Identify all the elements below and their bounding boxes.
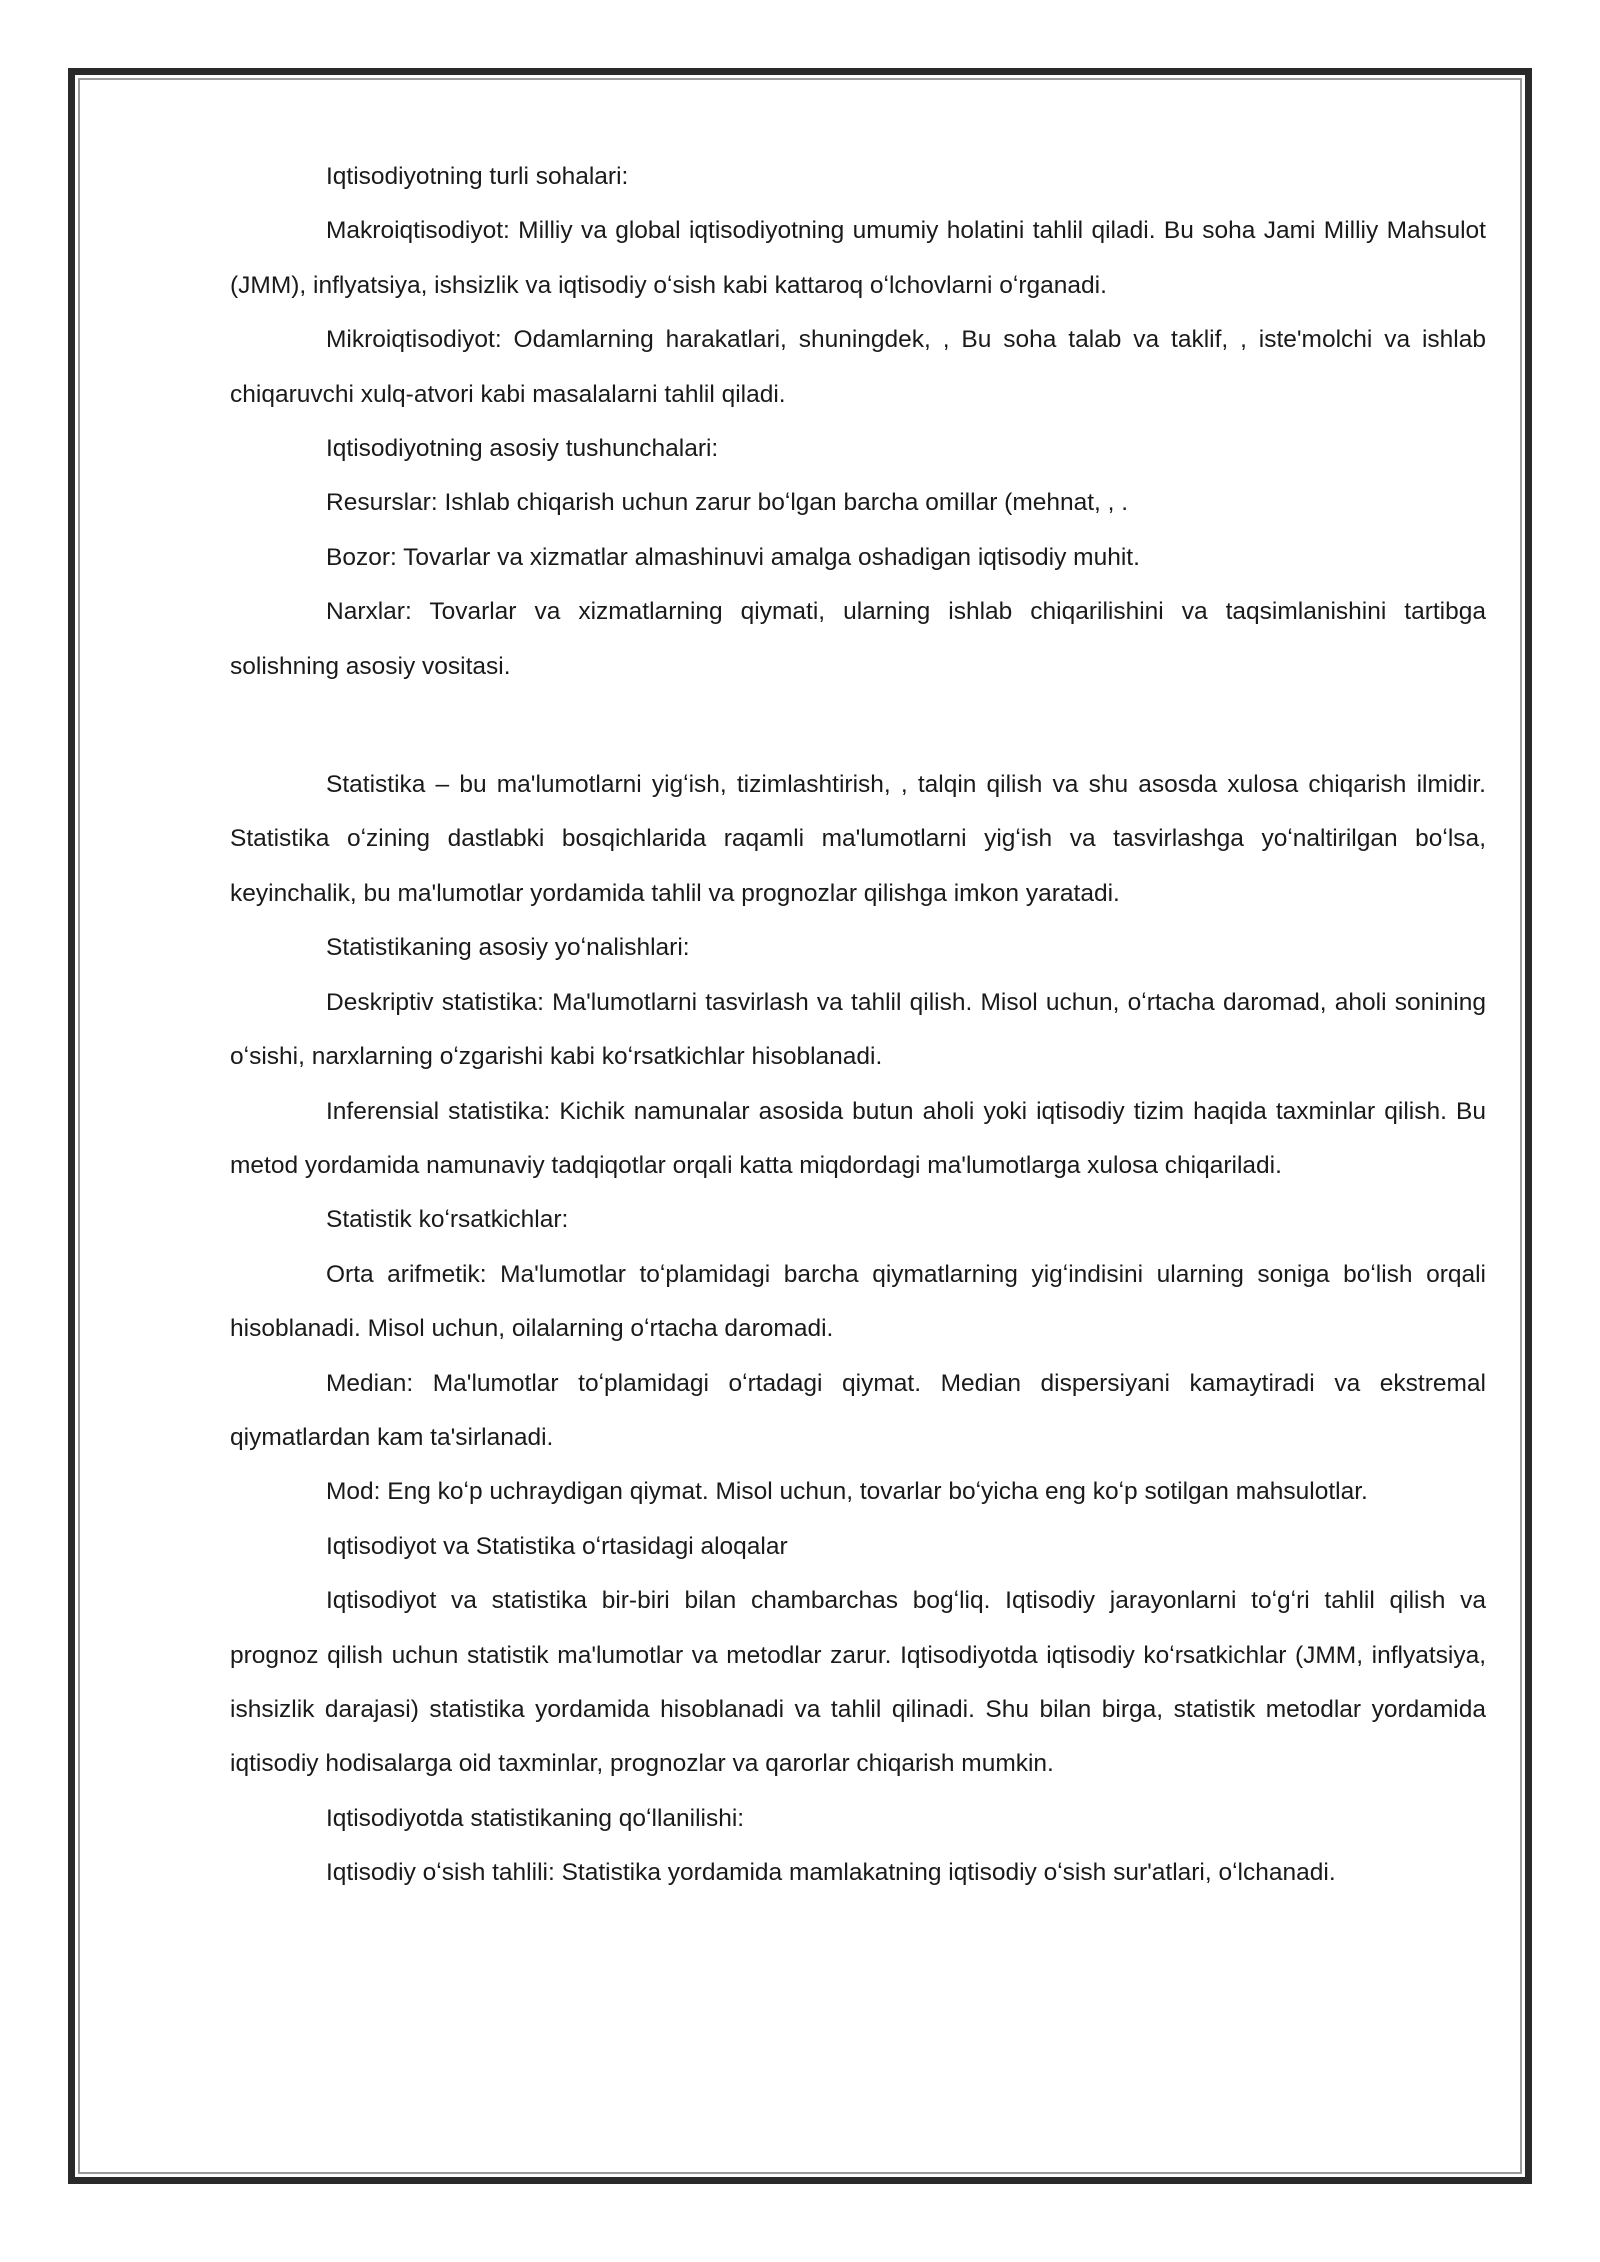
- paragraph: Mod: Eng koʻp uchraydigan qiymat. Misol uchun, tovarlar boʻyicha eng koʻp sotilgan mahsulotlar.: [326, 1478, 1368, 1506]
- paragraph: Iqtisodiy oʻsish tahlili: Statistika yordamida mamlakatning iqtisodiy oʻsish sur'atlari, oʻlchanadi.: [326, 1859, 1336, 1887]
- paragraph: Inferensial statistika: Kichik namunalar asosida butun aholi yoki iqtisodiy tizim haqida taxminlar qilish. Bu metod yordamida namunaviy tadqiqotlar orqali katta miqdordagi ma'lumotlarga xulosa chiqariladi.: [230, 1097, 1486, 1179]
- paragraph: Narxlar: Tovarlar va xizmatlarning qiymati, ularning ishlab chiqarilishini va taqsimlanishini tartibga solishning asosiy vositasi.: [230, 598, 1486, 680]
- paragraph: Statistik koʻrsatkichlar:: [326, 1206, 569, 1234]
- paragraph: Statistika – bu ma'lumotlarni yigʻish, tizimlashtirish, , talqin qilish va shu asosda xulosa chiqarish ilmidir. Statistika oʻzining dastlabki bosqichlarida raqamli ma'lumotlarni yigʻish va tasvirlashga yoʻnaltirilgan boʻlsa, keyinchalik, bu ma'lumotlar yordamida tahlil va prognozlar qilishga imkon yaratadi.: [230, 771, 1486, 907]
- paragraph: Makroiqtisodiyot: Milliy va global iqtisodiyotning umumiy holatini tahlil qiladi. Bu soha Jami Milliy Mahsulot (JMM), inflyatsiya, ishsizlik va iqtisodiy oʻsish kabi kattaroq oʻlchovlarni oʻrganadi.: [230, 217, 1486, 299]
- paragraph: Bozor: Tovarlar va xizmatlar almashinuvi amalga oshadigan iqtisodiy muhit.: [326, 543, 1140, 571]
- paragraph: Mikroiqtisodiyot: Odamlarning harakatlari, shuningdek, , Bu soha talab va taklif, , iste'molchi va ishlab chiqaruvchi xulq-atvori kabi masalalarni tahlil qiladi.: [230, 326, 1486, 408]
- paragraph: Resurslar: Ishlab chiqarish uchun zarur boʻlgan barcha omillar (mehnat, , .: [326, 489, 1129, 517]
- section-spacer: [230, 694, 1486, 758]
- paragraph: Iqtisodiyot va statistika bir-biri bilan chambarchas bogʻliq. Iqtisodiy jarayonlarni toʻgʻri tahlil qilish va prognoz qilish uchun statistik ma'lumotlar va metodlar zarur. Iqtisodiyotda iqtisodiy koʻrsatkichlar (JMM, inflyatsiya, ishsizlik darajasi) statistika yordamida hisoblanadi va tahlil qilinadi. Shu bilan birga, statistik metodlar yordamida iqtisodiy hodisalarga oid taxminlar, prognozlar va qarorlar chiqarish mumkin.: [230, 1587, 1486, 1778]
- paragraph: Deskriptiv statistika: Ma'lumotlarni tasvirlash va tahlil qilish. Misol uchun, oʻrtacha daromad, aholi sonining oʻsishi, narxlarning oʻzgarishi kabi koʻrsatkichlar hisoblanadi.: [230, 988, 1486, 1071]
- paragraph: Iqtisodiyotning asosiy tushunchalari:: [326, 435, 719, 463]
- paragraph: Statistikaning asosiy yoʻnalishlari:: [326, 934, 690, 962]
- document-body: [230, 150, 1486, 1901]
- paragraph: Iqtisodiyot va Statistika oʻrtasidagi aloqalar: [326, 1532, 788, 1560]
- paragraph: Iqtisodiyotning turli sohalari:: [326, 163, 629, 190]
- paragraph: Iqtisodiyotda statistikaning qoʻllanilishi:: [326, 1804, 745, 1832]
- paragraph: Orta arifmetik: Ma'lumotlar toʻplamidagi barcha qiymatlarning yigʻindisini ularning soniga boʻlish orqali hisoblanadi. Misol uchun, oilalarning oʻrtacha daromadi.: [230, 1260, 1486, 1343]
- paragraph: Median: Ma'lumotlar toʻplamidagi oʻrtadagi qiymat. Median dispersiyani kamaytiradi va ekstremal qiymatlardan kam ta'sirlanadi.: [230, 1369, 1486, 1451]
